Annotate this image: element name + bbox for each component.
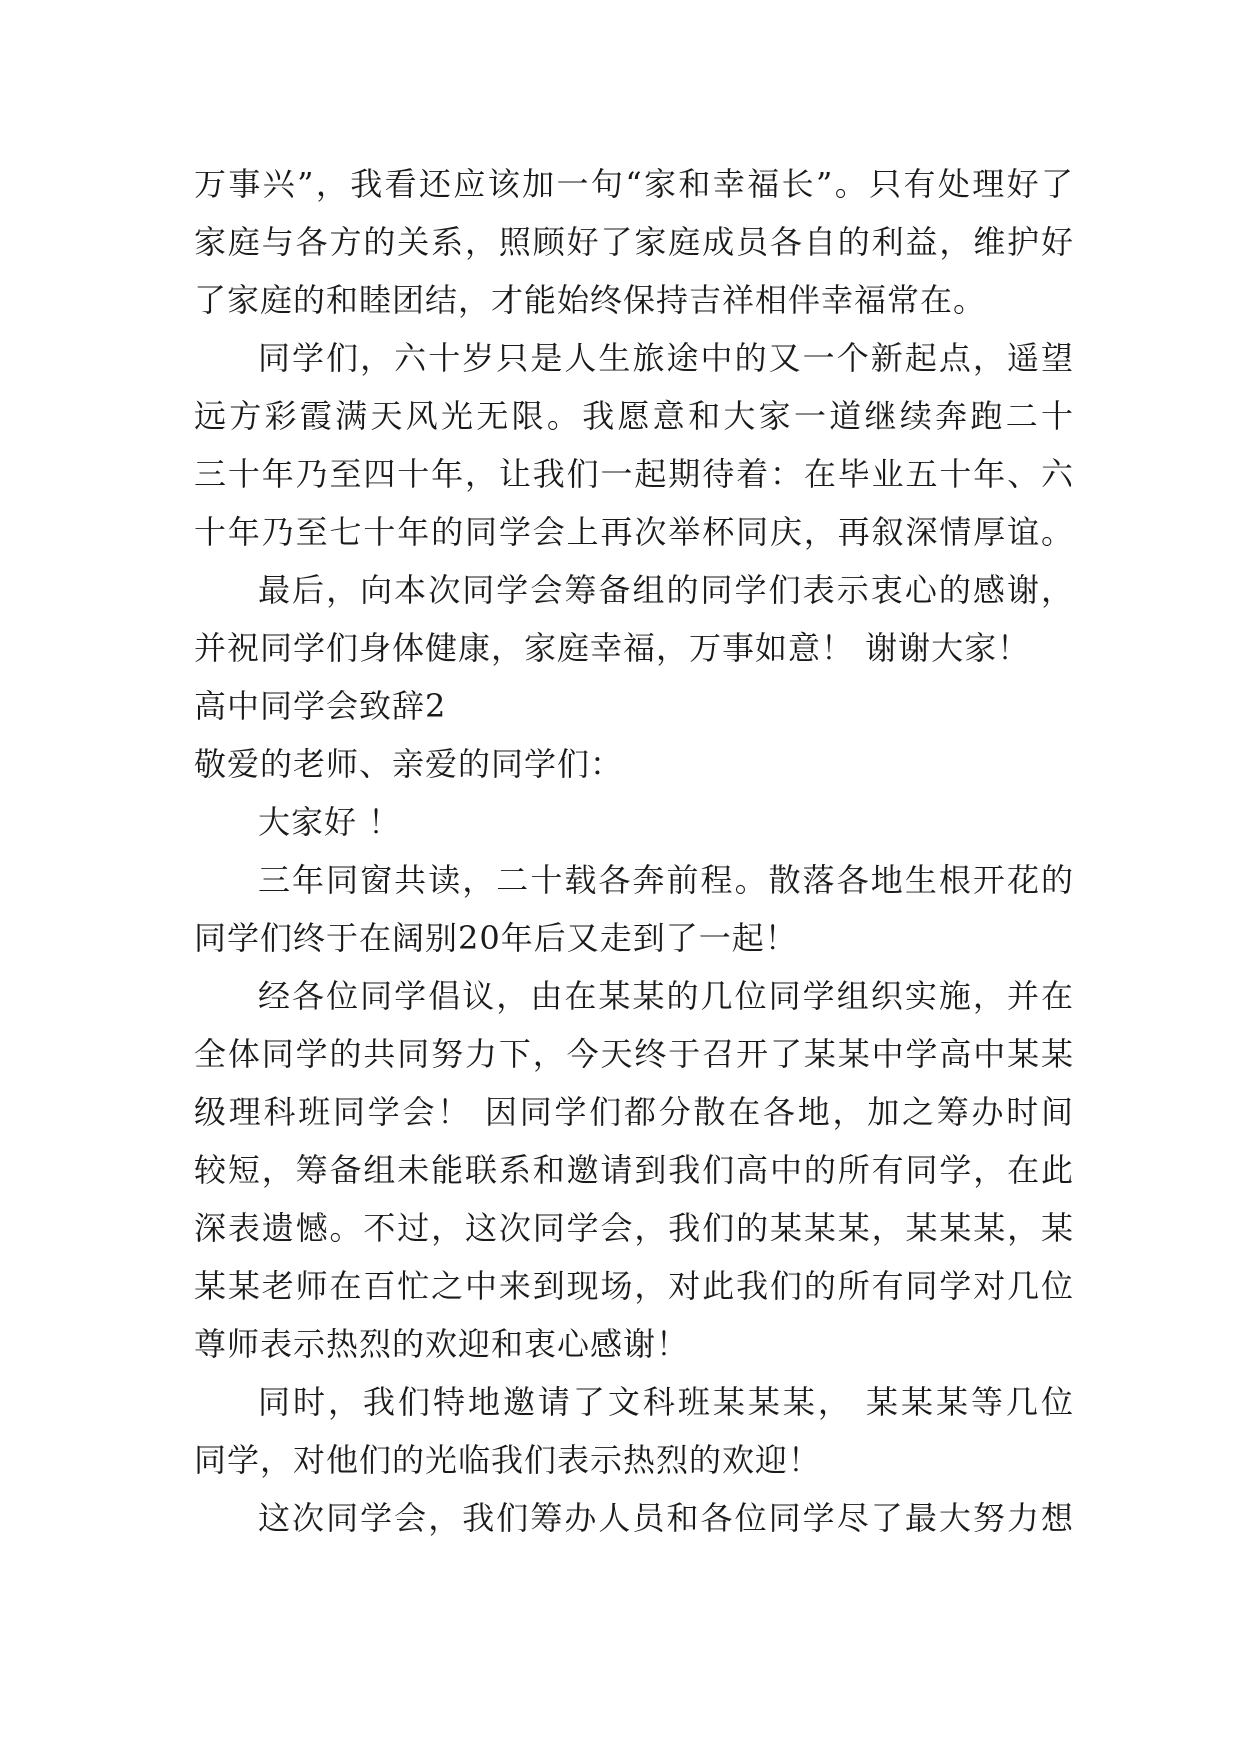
text-line: 远方彩霞满天风光无限。我愿意和大家一道继续奔跑二十: [194, 397, 1074, 435]
greeting: 大家好 ！: [258, 803, 402, 841]
text-line: 深表遗憾。不过，这次同学会，我们的某某某，某某某，某: [194, 1209, 1074, 1247]
text-line: 万事兴”，我看还应该加一句“家和幸福长”。只有处理好了: [194, 165, 1074, 203]
text-line: 级理科班同学会！ 因同学们都分散在各地，加之筹办时间: [194, 1093, 1074, 1131]
text-line: 了家庭的和睦团结，才能始终保持吉祥相伴幸福常在。: [194, 281, 987, 319]
text-line: 并祝同学们身体健康，家庭幸福，万事如意！ 谢谢大家！: [194, 629, 1031, 667]
paragraph-first-line: 最后，向本次同学会筹备组的同学们表示衷心的感谢，: [258, 571, 1074, 609]
text-line: 尊师表示热烈的欢迎和衷心感谢！: [194, 1325, 690, 1363]
text-line: 三十年乃至四十年，让我们一起期待着：在毕业五十年、六: [194, 455, 1074, 493]
text-line: 同学们终于在阔别20年后又走到了一起！: [194, 919, 798, 957]
paragraph-first-line: 三年同窗共读，二十载各奔前程。散落各地生根开花的: [258, 861, 1074, 899]
text-line: 某某老师在百忙之中来到现场，对此我们的所有同学对几位: [194, 1267, 1074, 1305]
paragraph-first-line: 经各位同学倡议，由在某某的几位同学组织实施，并在: [258, 977, 1074, 1015]
section-heading: 高中同学会致辞2: [194, 687, 447, 725]
text-line: 同学，对他们的光临我们表示热烈的欢迎！: [194, 1441, 822, 1479]
text-line: 全体同学的共同努力下，今天终于召开了某某中学高中某某: [194, 1035, 1074, 1073]
text-line: 十年乃至七十年的同学会上再次举杯同庆，再叙深情厚谊。: [194, 513, 1074, 551]
text-line: 家庭与各方的关系，照顾好了家庭成员各自的利益，维护好: [194, 223, 1074, 261]
paragraph-first-line: 同时，我们特地邀请了文科班某某某， 某某某等几位: [258, 1383, 1074, 1421]
paragraph-first-line: 这次同学会，我们筹办人员和各位同学尽了最大努力想: [258, 1499, 1074, 1537]
document-body: [194, 155, 1074, 1547]
paragraph-first-line: 同学们，六十岁只是人生旅途中的又一个新起点，遥望: [258, 339, 1074, 377]
salutation: 敬爱的老师、亲爱的同学们：: [194, 745, 624, 783]
text-line: 较短，筹备组未能联系和邀请到我们高中的所有同学，在此: [194, 1151, 1074, 1189]
